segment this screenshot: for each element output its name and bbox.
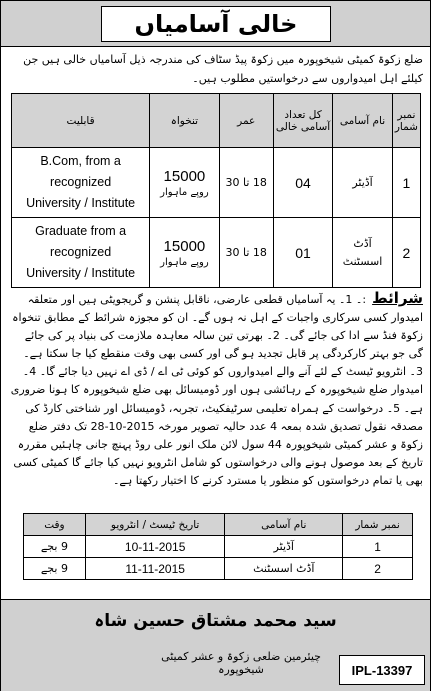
qualification-cell bbox=[12, 148, 150, 218]
serial-cell: 1 bbox=[392, 148, 420, 218]
serial-cell: 2 bbox=[343, 558, 413, 580]
signatory-name: سید محمد مشتاق حسین شاہ bbox=[94, 611, 337, 631]
col-count: کل تعداد آسامی خالی bbox=[273, 94, 332, 148]
post-cell: آڈٹ اسسٹنٹ bbox=[333, 218, 393, 288]
col-post: نام آسامی bbox=[333, 94, 393, 148]
col-date: تاریخ ٹیسٹ / انٹرویو bbox=[85, 514, 225, 536]
title-banner bbox=[1, 1, 430, 47]
qualification-line: recognized bbox=[50, 175, 112, 189]
signature-footer bbox=[1, 599, 430, 691]
ad-title: خالی آسامیاں bbox=[101, 6, 331, 42]
post-cell: آڈیٹر bbox=[225, 536, 343, 558]
signatory-title: چیئرمین ضلعی زکوۃ و عشر کمیٹی شیخوپورہ bbox=[161, 650, 321, 676]
col-serial: نمبر شمار bbox=[392, 94, 420, 148]
date-cell: 11-11-2015 bbox=[85, 558, 225, 580]
qualification-line: B.Com, from a bbox=[40, 154, 121, 168]
conditions-section bbox=[9, 289, 423, 490]
salary-amount: 15000 bbox=[163, 167, 206, 185]
col-post: نام آسامی bbox=[225, 514, 343, 536]
time-cell: 9 بجے bbox=[24, 558, 86, 580]
vacancies-table bbox=[11, 93, 421, 288]
age-cell: 18 تا 30 bbox=[219, 218, 273, 288]
salary-cell bbox=[150, 218, 219, 288]
serial-cell: 1 bbox=[343, 536, 413, 558]
col-salary: تنخواہ bbox=[150, 94, 219, 148]
table-row bbox=[24, 558, 413, 580]
col-qualification: قابلیت bbox=[12, 94, 150, 148]
qualification-cell bbox=[12, 218, 150, 288]
conditions-heading: شرائط bbox=[372, 289, 423, 307]
table-row bbox=[12, 148, 421, 218]
salary-cell bbox=[150, 148, 219, 218]
col-serial: نمبر شمار bbox=[343, 514, 413, 536]
col-age: عمر bbox=[219, 94, 273, 148]
time-cell: 9 بجے bbox=[24, 536, 86, 558]
ad-code-badge: IPL-13397 bbox=[339, 655, 425, 685]
qualification-line: University / Institute bbox=[26, 196, 136, 210]
table-row bbox=[24, 536, 413, 558]
qualification-line: recognized bbox=[50, 245, 112, 259]
date-cell: 10-11-2015 bbox=[85, 536, 225, 558]
qualification-line: University / Institute bbox=[26, 266, 136, 280]
col-time: وقت bbox=[24, 514, 86, 536]
table-header-row bbox=[12, 94, 421, 148]
conditions-body: :۔ 1۔ یہ آسامیاں قطعی عارضی، ناقابل پنشن و گریجویٹی ہیں اور متعلقہ امیدوار کسی سرکاری واجبات کے اہل نہ ہوں گے۔ ان کو مجوزہ شرائط کے مطابق تنخواہ زکوۃ فنڈ سے ادا کی جائے گی۔ 2۔ بھرتی تین سالہ معاہدہ ملازمت کی بنیاد پر کی جائے گی جو بہتر کارکردگی پر قابل تجدید ہو گی اور کسی بھی وقت منقطع کیا جا سکتا ہے۔ 3۔ انٹرویو ٹیسٹ کے لئے آنے والے امیدواروں کو کوئی ٹی اے / ڈی اے نہیں دیا جائے گا۔ 4۔ امیدوار ضلع شیخوپورہ کے رہائشی ہوں اور ڈومیسائل بھی ضلع شیخوپورہ کا ہونا ضروری ہے۔ 5۔ درخواست کے ہمراہ تعلیمی سرٹیفکیٹ، تجربہ، ڈومیسائل اور شناختی کارڈ کی مصدقہ نقول تصدیق شدہ بمعہ 4 عدد حالیہ تصویر مورخہ 2015-10-28 تک دفتر ضلع زکوۃ و عشر کمیٹی شیخوپورہ 44 سول لائن ملک انور علی روڈ پہنچ جانی چاہئیں مقررہ تاریخ کے بعد موصول ہونے والی درخواستوں کو شامل انٹرویو نہیں کیا جائے گا کمیٹی کسی بھی یا تمام درخواستوں کو منظور یا مسترد کرنے کا اختیار رکھتا ہے۔ bbox=[10, 293, 423, 487]
serial-cell: 2 bbox=[392, 218, 420, 288]
age-cell: 18 تا 30 bbox=[219, 148, 273, 218]
salary-unit: روپے ماہوار bbox=[160, 186, 209, 198]
qualification-line: Graduate from a bbox=[35, 224, 127, 238]
count-cell: 04 bbox=[273, 148, 332, 218]
table-row bbox=[12, 218, 421, 288]
post-cell: آڈٹ اسسٹنٹ bbox=[225, 558, 343, 580]
post-cell: آڈیٹر bbox=[333, 148, 393, 218]
intro-paragraph: ضلع زکوۃ کمیٹی شیخوپورہ میں زکوۃ پیڈ سٹاف کی مندرجہ ذیل آسامیاں خالی ہیں جن کیلئے اہل امیدواروں سے درخواستیں مطلوب ہیں۔ bbox=[23, 53, 423, 85]
interview-schedule-table bbox=[23, 513, 413, 580]
salary-unit: روپے ماہوار bbox=[160, 256, 209, 268]
count-cell: 01 bbox=[273, 218, 332, 288]
table-header-row bbox=[24, 514, 413, 536]
salary-amount: 15000 bbox=[163, 237, 206, 255]
